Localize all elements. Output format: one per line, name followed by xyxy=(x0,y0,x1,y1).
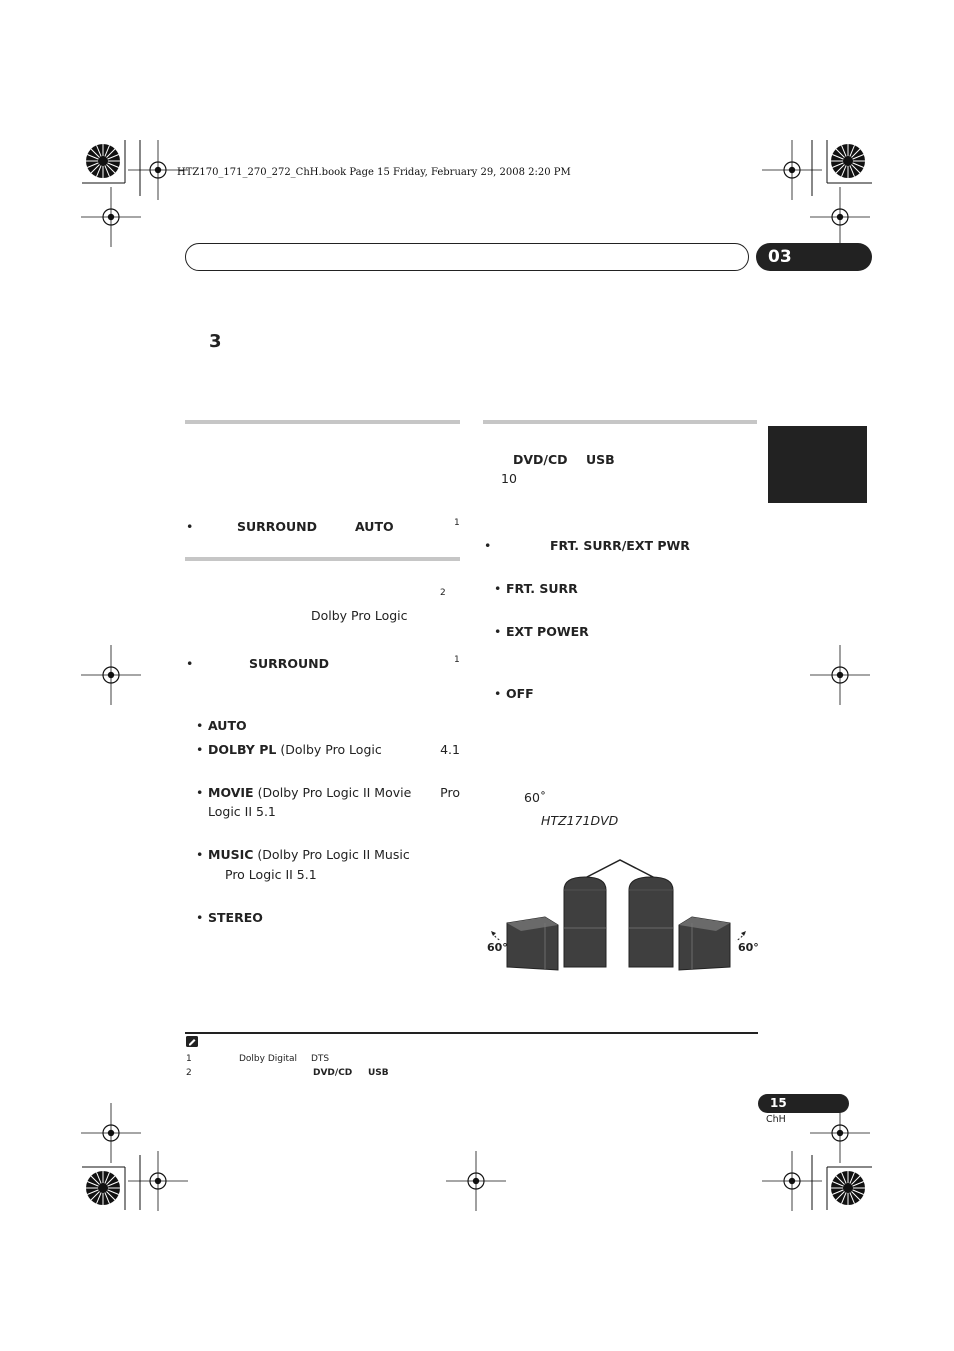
page-number: 15 xyxy=(758,1094,849,1113)
chapter-number: 03 xyxy=(756,243,872,271)
section-rule-left-2 xyxy=(185,557,460,561)
footnote-1: 1 Dolby Digital DTS xyxy=(186,1054,330,1064)
bullet: • xyxy=(186,519,194,534)
speaker-placement-diagram xyxy=(483,855,763,975)
auto-value: AUTO xyxy=(355,519,394,534)
footnote-ref-2: 2 xyxy=(440,588,446,598)
right-surround-speaker xyxy=(679,917,730,970)
mode-dolby-pl: • DOLBY PL (Dolby Pro Logic 4.1 xyxy=(196,742,460,757)
section-rule-left-1 xyxy=(185,420,460,424)
bullet-frt-surr-ext-pwr: • FRT. SURR/EXT PWR xyxy=(484,538,690,553)
source-dvd-cd: DVD/CD xyxy=(513,452,568,467)
left-surround-speaker xyxy=(507,917,558,970)
connection-line xyxy=(585,860,655,878)
footnote-divider xyxy=(185,1032,758,1034)
mode-movie: • MOVIE (Dolby Pro Logic II Movie Pro Logic II 5.1 xyxy=(196,785,460,819)
bullet-surround-auto xyxy=(186,519,461,535)
bullet: • xyxy=(186,656,194,671)
chapter-title-bar xyxy=(185,243,749,271)
source-usb: USB xyxy=(586,452,615,467)
front-left-speaker xyxy=(564,877,606,967)
ten-text: 10 xyxy=(501,471,517,486)
dolby-pro-logic-text: Dolby Pro Logic xyxy=(311,608,408,623)
option-off: • OFF xyxy=(494,686,534,701)
footnote-ref-1b: 1 xyxy=(454,655,460,665)
surround-key: SURROUND xyxy=(237,519,318,534)
page-language-code: ChH xyxy=(766,1114,786,1125)
print-header: HTZ170_171_270_272_ChH.book Page 15 Friday, February 29, 2008 2:20 PM xyxy=(177,167,571,178)
option-ext-power: • EXT POWER xyxy=(494,624,589,639)
angle-text: 60˚ xyxy=(524,790,547,805)
note-icon xyxy=(186,1036,198,1047)
mode-stereo: • STEREO xyxy=(196,910,263,925)
option-frt-surr: • FRT. SURR xyxy=(494,581,578,596)
mode-music: • MUSIC (Dolby Pro Logic II Music Pro Logic II 5.1 xyxy=(196,847,410,882)
footnote-ref-1: 1 xyxy=(454,518,460,528)
footnote-2: 2 DVD/CD USB xyxy=(186,1068,389,1078)
section-rule-right xyxy=(483,420,757,424)
language-tab xyxy=(768,426,867,503)
front-right-speaker xyxy=(629,877,673,967)
surround-key-2: SURROUND xyxy=(249,656,330,671)
model-name: HTZ171DVD xyxy=(541,813,619,828)
bullet-surround xyxy=(186,656,461,672)
section-heading: 3 xyxy=(209,331,222,352)
angle-label-right: 60° xyxy=(738,941,759,954)
angle-label-left: 60° xyxy=(487,941,508,954)
mode-auto: • AUTO xyxy=(196,718,247,733)
